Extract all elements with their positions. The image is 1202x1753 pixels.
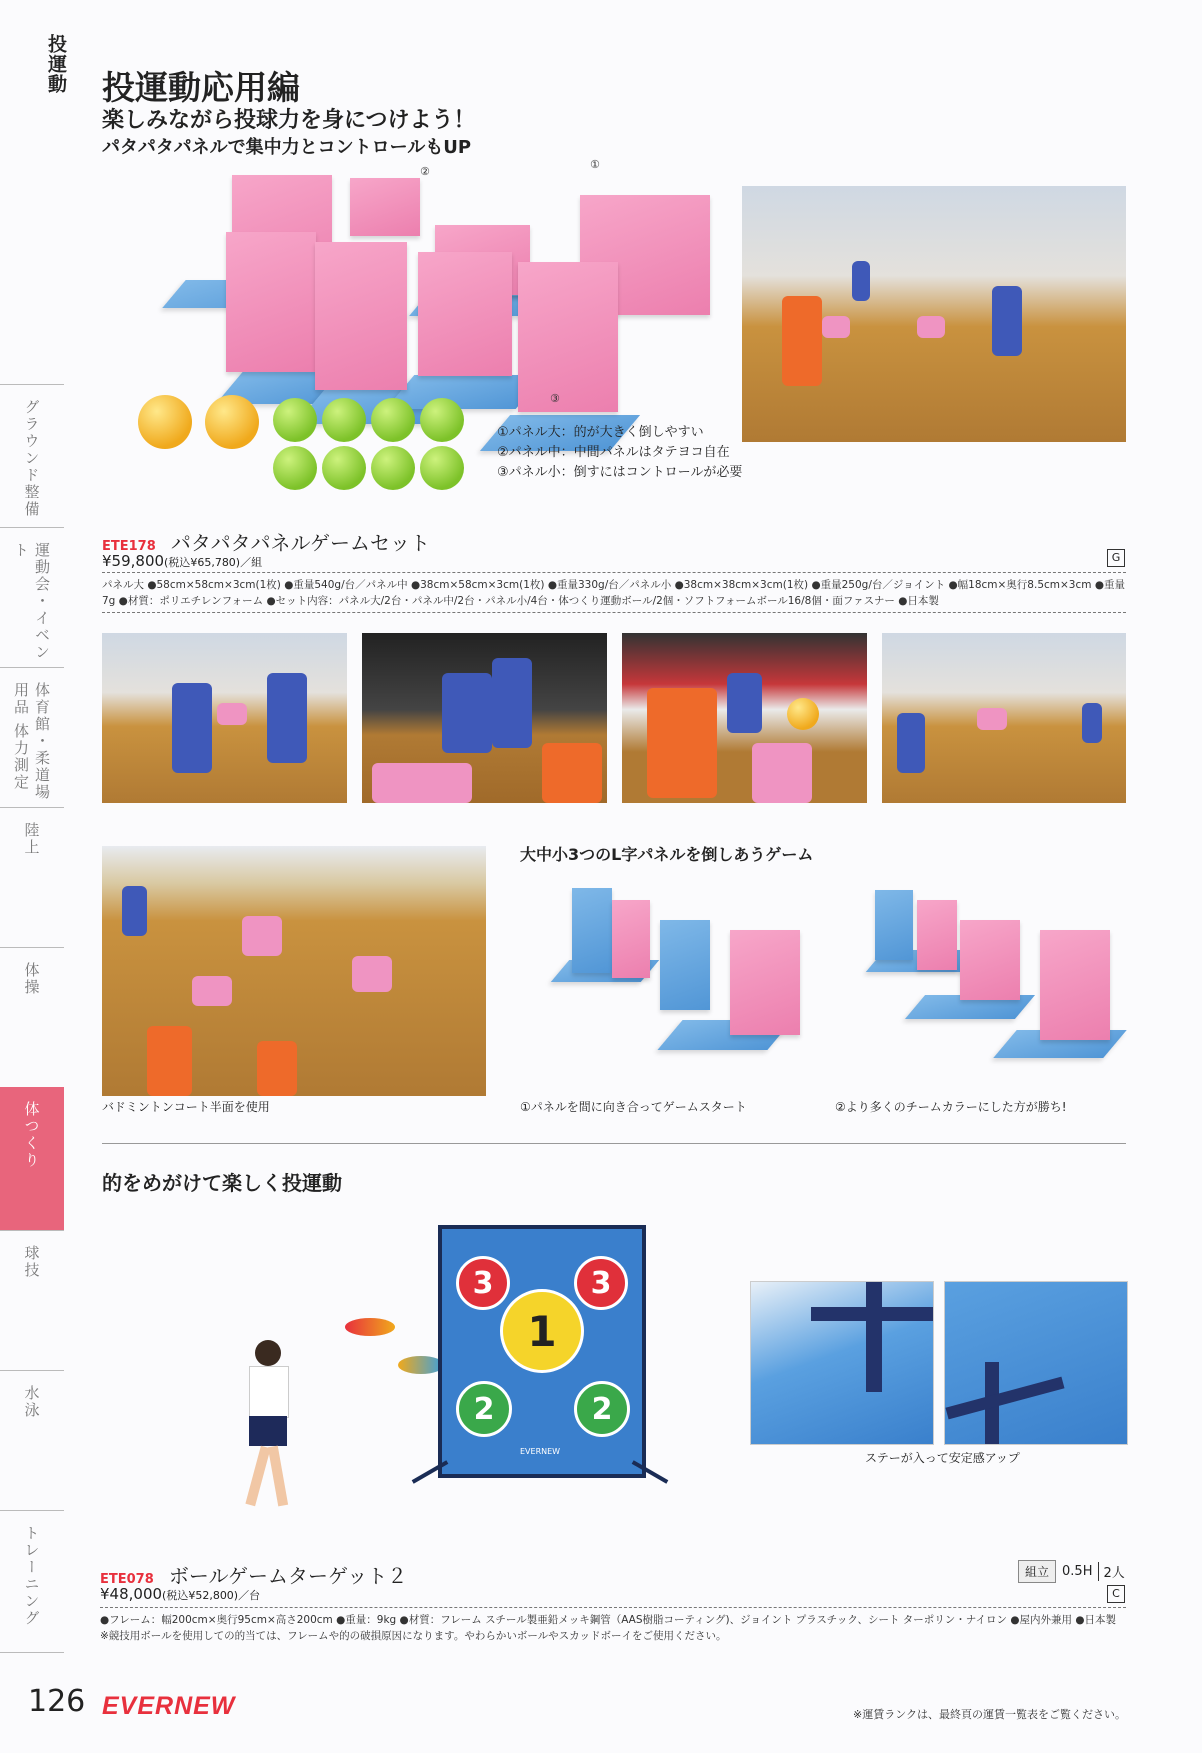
assembly-info xyxy=(1018,1560,1125,1583)
sidebar-item-gymnastics[interactable]: 体操 xyxy=(0,947,64,1087)
yellow-ball xyxy=(138,395,192,449)
sidebar-item-track[interactable]: 陸上 xyxy=(0,807,64,947)
panel-size-notes: ①パネル大：的が大きく倒しやすい ②パネル中：中間パネルはタテヨコ自在 ③パネル小：倒すにはコントロールが必要 xyxy=(497,425,743,480)
game-step2-caption: ②より多くのチームカラーにした方が勝ち! xyxy=(835,1100,1067,1114)
court-photo xyxy=(102,846,486,1096)
page-tagline: パタパタパネルで集中力とコントロールもUP xyxy=(102,137,472,158)
page-title: 投運動応用編 xyxy=(102,68,300,107)
gym-photo-main xyxy=(742,186,1126,442)
product2-spec: ●フレーム：幅200cm×奥行95cm×高さ200cm ●重量：9kg ●材質：フレーム スチール製亜鉛メッキ鋼管（AAS樹脂コーティング)、ジョイント プラスチック、シート ターポリン・ナイロン ●屋内外兼用 ●日本製 ※競技用ボールを使用しての的当ては、フレームや的の破損原因になります。やわらかいボールやスカッドボーイをご使用ください。 xyxy=(100,1614,1117,1642)
product1-code: ETE178 xyxy=(102,539,156,554)
sidebar-item-gym[interactable]: 体育館・柔道場用品 体力測定 xyxy=(0,667,64,807)
product1-shipping-rank: G xyxy=(1107,549,1125,567)
score-3-right: 3 xyxy=(574,1256,628,1310)
green-ball xyxy=(420,446,464,490)
score-3-left: 3 xyxy=(456,1256,510,1310)
panel-marker-1: ① xyxy=(590,158,600,171)
green-ball xyxy=(273,446,317,490)
green-ball xyxy=(273,398,317,442)
play-photo-1 xyxy=(102,633,347,803)
game-heading: 大中小3つのL字パネルを倒しあうゲーム xyxy=(520,845,814,864)
product1-spec: パネル大 ●58cm×58cm×3cm(1枚) ●重量540g/台／パネル中 ●38cm×58cm×3cm(1枚) ●重量330g/台／パネル小 ●38cm×38cm×3cm(1枚) ●重量250g/台／ジョイント ●幅18cm×奥行8.5cm×3cm ●重量7g ●材質：ポリエチレンフォーム ●セット内容：パネル大/2台・パネル中/2台・パネル小/4台・体つくり運動ボール/2個・ソフトフォームボール16/8個・面ファスナー ●日本製 xyxy=(102,579,1125,607)
shipping-footnote: ※運賃ランクは、最終頁の運賃一覧表をご覧ください。 xyxy=(853,1708,1126,1721)
sidebar-item-sports-day[interactable]: 運動会・イベント xyxy=(0,527,64,667)
frame-detail-photo-2 xyxy=(944,1281,1128,1445)
game-step1-caption: ①パネルを間に向き合ってゲームスタート xyxy=(520,1100,747,1114)
green-ball xyxy=(322,398,366,442)
brand-logo: EVERNEW xyxy=(102,1692,236,1720)
net-brand-label: EVERNEW xyxy=(520,1447,561,1456)
page-subtitle: 楽しみながら投球力を身につけよう！ xyxy=(102,108,476,133)
score-1-center: 1 xyxy=(500,1289,584,1373)
product2-price: ¥48,000(税込¥52,800)／台 xyxy=(100,1585,261,1603)
green-ball xyxy=(371,446,415,490)
green-ball xyxy=(420,398,464,442)
product2-code: ETE078 xyxy=(100,1572,154,1587)
green-ball xyxy=(371,398,415,442)
play-photo-4 xyxy=(882,633,1126,803)
target-heading: 的をめがけて楽しく投運動 xyxy=(102,1171,342,1195)
green-ball xyxy=(322,446,366,490)
section-title-vertical: 投運動 xyxy=(45,34,67,94)
product2-name: ボールゲームターゲット２ xyxy=(168,1564,408,1588)
play-photo-2 xyxy=(362,633,607,803)
score-2-left: 2 xyxy=(456,1381,512,1437)
assembly-people: 2人 xyxy=(1098,1562,1124,1581)
detail-caption: ステーが入って安定感アップ xyxy=(865,1451,1020,1465)
sidebar-item-ball-games[interactable]: 球技 xyxy=(0,1230,64,1370)
game-step2-diagram xyxy=(835,880,1125,1090)
assembly-time: 0.5H xyxy=(1062,1564,1093,1579)
product1-name: パタパタパネルゲームセット xyxy=(170,531,431,555)
sidebar-item-swimming[interactable]: 水泳 xyxy=(0,1370,64,1510)
product1-price: ¥59,800(税込¥65,780)／組 xyxy=(102,552,263,570)
child-thrower-illustration xyxy=(235,1340,305,1520)
court-caption: バドミントンコート半面を使用 xyxy=(102,1100,270,1114)
sidebar-item-body-building[interactable]: 体つくり xyxy=(0,1087,64,1230)
product2-shipping-rank: C xyxy=(1107,1585,1125,1603)
dart-ball xyxy=(345,1318,395,1336)
score-2-right: 2 xyxy=(574,1381,630,1437)
page-number: 126 xyxy=(28,1684,86,1719)
sidebar-item-ground[interactable]: グラウンド整備 xyxy=(0,384,64,527)
panel-marker-2: ② xyxy=(420,165,430,178)
play-photo-3 xyxy=(622,633,867,803)
frame-detail-photo-1 xyxy=(750,1281,934,1445)
ball-game-target-net xyxy=(438,1225,646,1478)
assembly-label: 組立 xyxy=(1018,1560,1056,1583)
game-step1-diagram xyxy=(520,880,820,1090)
sidebar-item-training[interactable]: トレーニング xyxy=(0,1510,64,1653)
panel-marker-3: ③ xyxy=(550,392,560,405)
yellow-ball xyxy=(205,395,259,449)
